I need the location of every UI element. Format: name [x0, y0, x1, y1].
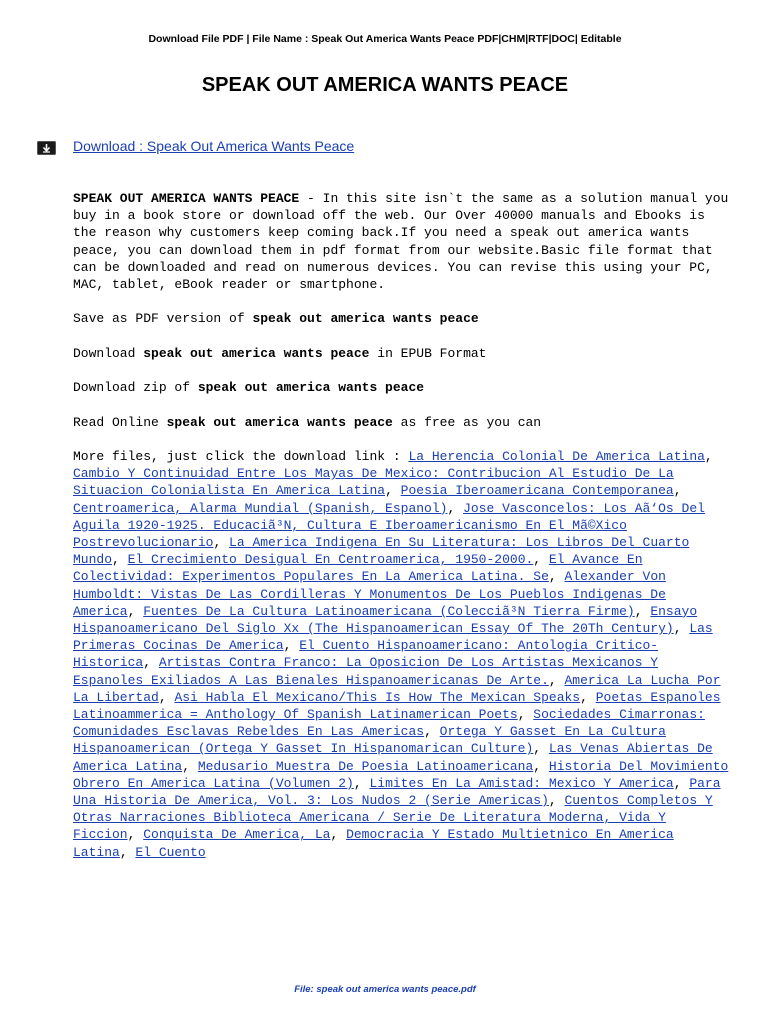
- read-line-prefix: Read Online: [73, 414, 167, 430]
- more-files-intro: More files, just click the download link :: [73, 448, 409, 464]
- related-file-link[interactable]: Limites En La Amistad: Mexico Y America: [369, 775, 674, 791]
- link-separator: ,: [353, 775, 370, 791]
- related-file-link[interactable]: Conquista De America, La: [143, 827, 331, 843]
- related-file-link[interactable]: La America Indigena En Su Literatura: Los Libros Del Cuarto Mundo: [73, 534, 690, 568]
- related-file-link[interactable]: Cuentos Completos Y Otras Narraciones Biblioteca Americana / Serie De Literatura Moderna, Vida Y Ficcion: [73, 793, 713, 843]
- intro-bold-title: SPEAK OUT AMERICA WANTS PEACE: [73, 191, 300, 206]
- intro-text: - In this site isn`t the same as a solution manual you buy in a book store or download off the web. Our Over 40000 manuals and Ebooks is the reason why customers keep coming back.If you need a speak out america wants peace, you can download them in pdf format from our website.Basic file format that can be downloaded and read on numerous devices. You can revise this using your PC, MAC, tablet, eBook reader or smartphone.: [73, 191, 729, 293]
- link-separator: ,: [182, 758, 198, 774]
- epub-line-prefix: Download: [73, 345, 144, 361]
- intro-paragraph: [73, 190, 733, 293]
- link-separator: ,: [673, 621, 690, 636]
- page-title: SPEAK OUT AMERICA WANTS PEACE: [201, 74, 569, 96]
- link-separator: ,: [533, 741, 549, 757]
- epub-line-suffix: in EPUB Format: [369, 345, 487, 361]
- related-file-link[interactable]: Poetas Espanoles Latinoammerica = Anthology Of Spanish Latinamerican Poets: [73, 689, 721, 723]
- epub-line: [73, 345, 733, 362]
- page-footer: File: speak out america wants peace.pdf: [294, 984, 476, 995]
- zip-line-prefix: Download zip of: [73, 380, 198, 396]
- link-separator: ,: [127, 603, 144, 619]
- related-file-link[interactable]: Cambio Y Continuidad Entre Los Mayas De Mexico: Contribucion Al Estudio De La Situacion Colonialista En America Latina: [73, 466, 674, 499]
- related-file-link[interactable]: Jose Vasconcelos: Los Aã‘Os Del Aguila 1920-1925. Educaciã³N, Cultura E Iberoamericanismo En El Mã©Xico Postrevolucionario: [73, 500, 705, 550]
- link-separator: ,: [424, 724, 440, 740]
- related-file-link[interactable]: Poesia Iberoamericana Contemporanea: [400, 483, 674, 499]
- link-separator: ,: [533, 552, 549, 568]
- related-file-link[interactable]: Ensayo Hispanoamericano Del Siglo Xx (The Hispanoamerican Essay Of The 20Th Century): [73, 603, 698, 636]
- pdf-line-bold: speak out america wants peace: [252, 311, 479, 327]
- link-separator: ,: [517, 707, 534, 723]
- link-separator: ,: [673, 483, 682, 499]
- more-files-paragraph: [73, 448, 733, 861]
- page-header: Download File PDF | File Name : Speak Out America Wants Peace PDF|CHM|RTF|DOC| Editable: [148, 33, 622, 45]
- link-separator: ,: [385, 483, 401, 499]
- related-file-link[interactable]: Asi Habla El Mexicano/This Is How The Mexican Speaks: [174, 689, 581, 705]
- related-file-link[interactable]: Centroamerica, Alarma Mundial (Spanish, Espanol): [73, 500, 448, 516]
- related-file-link[interactable]: Para Una Historia De America, Vol. 3: Los Nudos 2 (Serie Americas): [73, 775, 721, 809]
- related-file-link[interactable]: El Cuento Hispanoamericano: Antologia Critico-Historica: [73, 638, 659, 671]
- link-separator: ,: [283, 638, 300, 654]
- link-separator: ,: [447, 500, 464, 516]
- related-file-link[interactable]: America La Lucha Por La Libertad: [73, 672, 721, 705]
- epub-line-bold: speak out america wants peace: [143, 345, 370, 361]
- related-file-link[interactable]: Sociedades Cimarronas: Comunidades Esclavas Rebeldes En Las Americas: [73, 707, 705, 740]
- link-separator: ,: [119, 844, 136, 860]
- related-file-link[interactable]: Alexander Von Humboldt: Vistas De Las Cordilleras Y Monumentos De Los Pueblos Indigenas De America: [73, 569, 666, 619]
- link-separator: ,: [330, 827, 347, 843]
- link-separator: ,: [112, 552, 128, 568]
- pdf-line-prefix: Save as PDF version of: [73, 311, 253, 327]
- related-file-link[interactable]: Medusario Muestra De Poesia Latinoamericana: [197, 758, 534, 774]
- link-separator: ,: [548, 569, 565, 585]
- link-separator: ,: [580, 689, 596, 705]
- related-file-link[interactable]: Historia Del Movimiento Obrero En America Latina (Volumen 2): [73, 758, 729, 791]
- related-file-link[interactable]: El Cuento: [135, 844, 206, 860]
- read-line-bold: speak out america wants peace: [166, 414, 393, 430]
- link-separator: ,: [548, 793, 565, 809]
- document-body: [73, 190, 733, 878]
- related-file-link[interactable]: Fuentes De La Cultura Latinoamericana (Colecciã³N Tierra Firme): [143, 603, 635, 619]
- link-separator: ,: [127, 827, 144, 843]
- link-separator: ,: [213, 534, 230, 550]
- related-file-link[interactable]: Las Venas Abiertas De America Latina: [73, 741, 713, 774]
- read-line-suffix: as free as you can: [392, 414, 542, 430]
- link-separator: ,: [634, 603, 651, 619]
- link-separator: ,: [143, 655, 159, 671]
- zip-line: [73, 379, 733, 396]
- related-file-link[interactable]: Democracia Y Estado Multietnico En America Latina: [73, 827, 674, 860]
- related-file-link[interactable]: Ortega Y Gasset En La Cultura Hispanoamerican (Ortega Y Gasset In Hispanomarican Culture): [73, 724, 666, 757]
- read-online-line: [73, 414, 733, 431]
- related-file-link[interactable]: Artistas Contra Franco: La Oposicion De Los Artistas Mexicanos Y Espanoles Exiliados A Las Bienales Hispanoamericanas De Arte.: [73, 655, 659, 688]
- link-separator: ,: [548, 672, 565, 688]
- link-separator: ,: [673, 775, 690, 791]
- download-link[interactable]: Download : Speak Out America Wants Peace: [73, 138, 355, 154]
- link-separator: ,: [533, 758, 549, 774]
- link-separator: ,: [158, 689, 175, 705]
- related-file-link[interactable]: El Crecimiento Desigual En Centroamerica, 1950-2000.: [127, 552, 534, 568]
- related-file-link[interactable]: Las Primeras Cocinas De America: [73, 621, 713, 654]
- pdf-line: [73, 310, 733, 327]
- related-file-link[interactable]: La Herencia Colonial De America Latina: [408, 448, 705, 464]
- related-file-link[interactable]: El Avance En Colectividad: Experimentos Populares En La America Latina. Se: [73, 552, 643, 585]
- link-separator: ,: [704, 448, 713, 464]
- download-box-icon[interactable]: [37, 141, 56, 155]
- zip-line-bold: speak out america wants peace: [197, 380, 425, 396]
